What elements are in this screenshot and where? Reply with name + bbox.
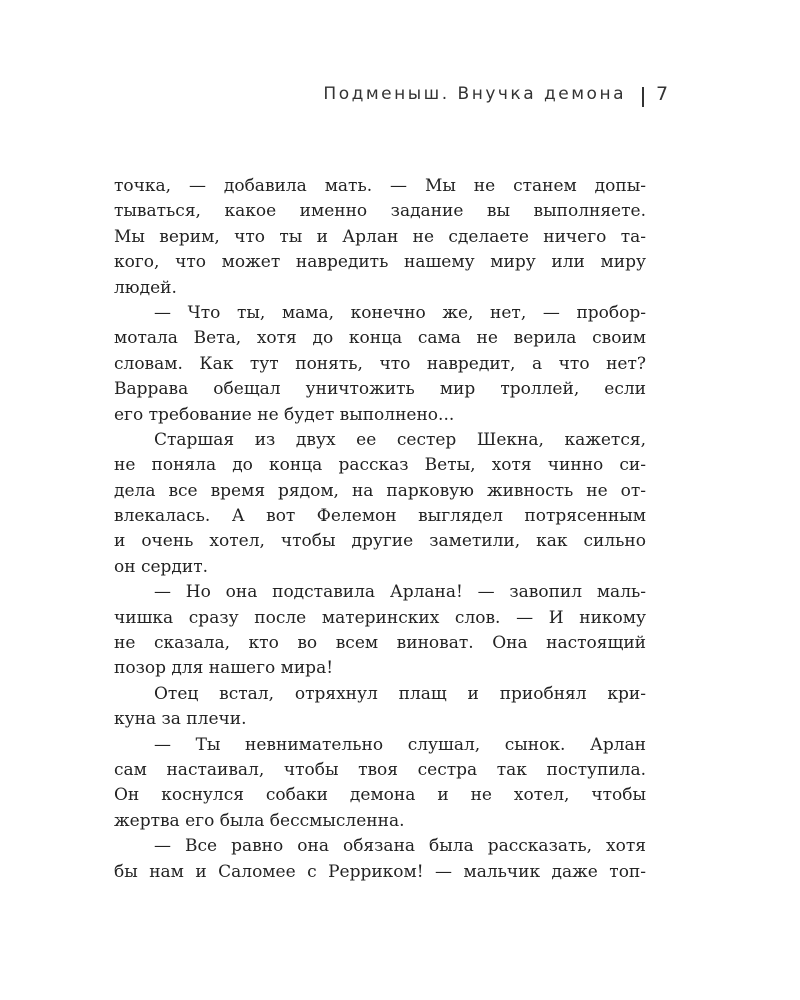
text-line: Он коснулся собаки демона и не хотел, чтобы — [114, 785, 646, 806]
text-line: чишка сразу после материнских слов. — И никому — [114, 607, 646, 628]
text-line: бы нам и Саломее с Рерриком! — мальчик даже топ- — [114, 861, 646, 882]
page-number: 7 — [656, 83, 669, 105]
header-separator — [642, 87, 644, 107]
text-line: и очень хотел, чтобы другие заметили, как сильно — [114, 531, 646, 552]
body-text — [114, 174, 646, 885]
text-line: жертва его была бессмысленна. — [114, 810, 405, 831]
text-line: точка, — добавила мать. — Мы не станем допы- — [114, 176, 646, 196]
text-line: его требование не будет выполнено... — [114, 404, 455, 425]
text-line: не поняла до конца рассказ Веты, хотя чинно си- — [114, 455, 646, 476]
running-header — [0, 84, 800, 112]
text-line: мотала Вета, хотя до конца сама не верила своим — [114, 328, 646, 349]
text-line: дела все время рядом, на парковую живность не от- — [114, 480, 646, 501]
text-line: сам настаивал, чтобы твоя сестра так поступила. — [114, 759, 646, 780]
text-line: Старшая из двух ее сестер Шекна, кажется, — [154, 429, 646, 450]
text-line: влекалась. А вот Фелемон выглядел потрясенным — [114, 506, 646, 527]
text-line: он сердит. — [114, 556, 209, 577]
text-line: Мы верим, что ты и Арлан не сделаете ничего та- — [114, 226, 646, 247]
text-line: словам. Как тут понять, что навредит, а что нет? — [114, 353, 646, 374]
text-line: куна за плечи. — [114, 709, 247, 730]
text-line: — Все равно она обязана была рассказать, хотя — [154, 836, 646, 857]
text-line: — Что ты, мама, конечно же, нет, — пробор- — [154, 302, 646, 323]
text-line: — Но она подставила Арлана! — завопил маль- — [154, 582, 646, 603]
text-line: кого, что может навредить нашему миру или миру — [114, 252, 646, 273]
text-line: позор для нашего мира! — [114, 658, 334, 679]
text-line: Отец встал, отряхнул плащ и приобнял кри- — [154, 683, 646, 704]
running-title: Подменыш. Внучка демона — [323, 84, 626, 104]
text-line: людей. — [114, 277, 177, 298]
text-line: не сказала, кто во всем виноват. Она настоящий — [114, 633, 646, 654]
text-line: Варрава обещал уничтожить мир троллей, если — [114, 379, 646, 400]
text-line: — Ты невнимательно слушал, сынок. Арлан — [154, 734, 646, 755]
text-line: тываться, какое именно задание вы выполняете. — [114, 201, 646, 222]
